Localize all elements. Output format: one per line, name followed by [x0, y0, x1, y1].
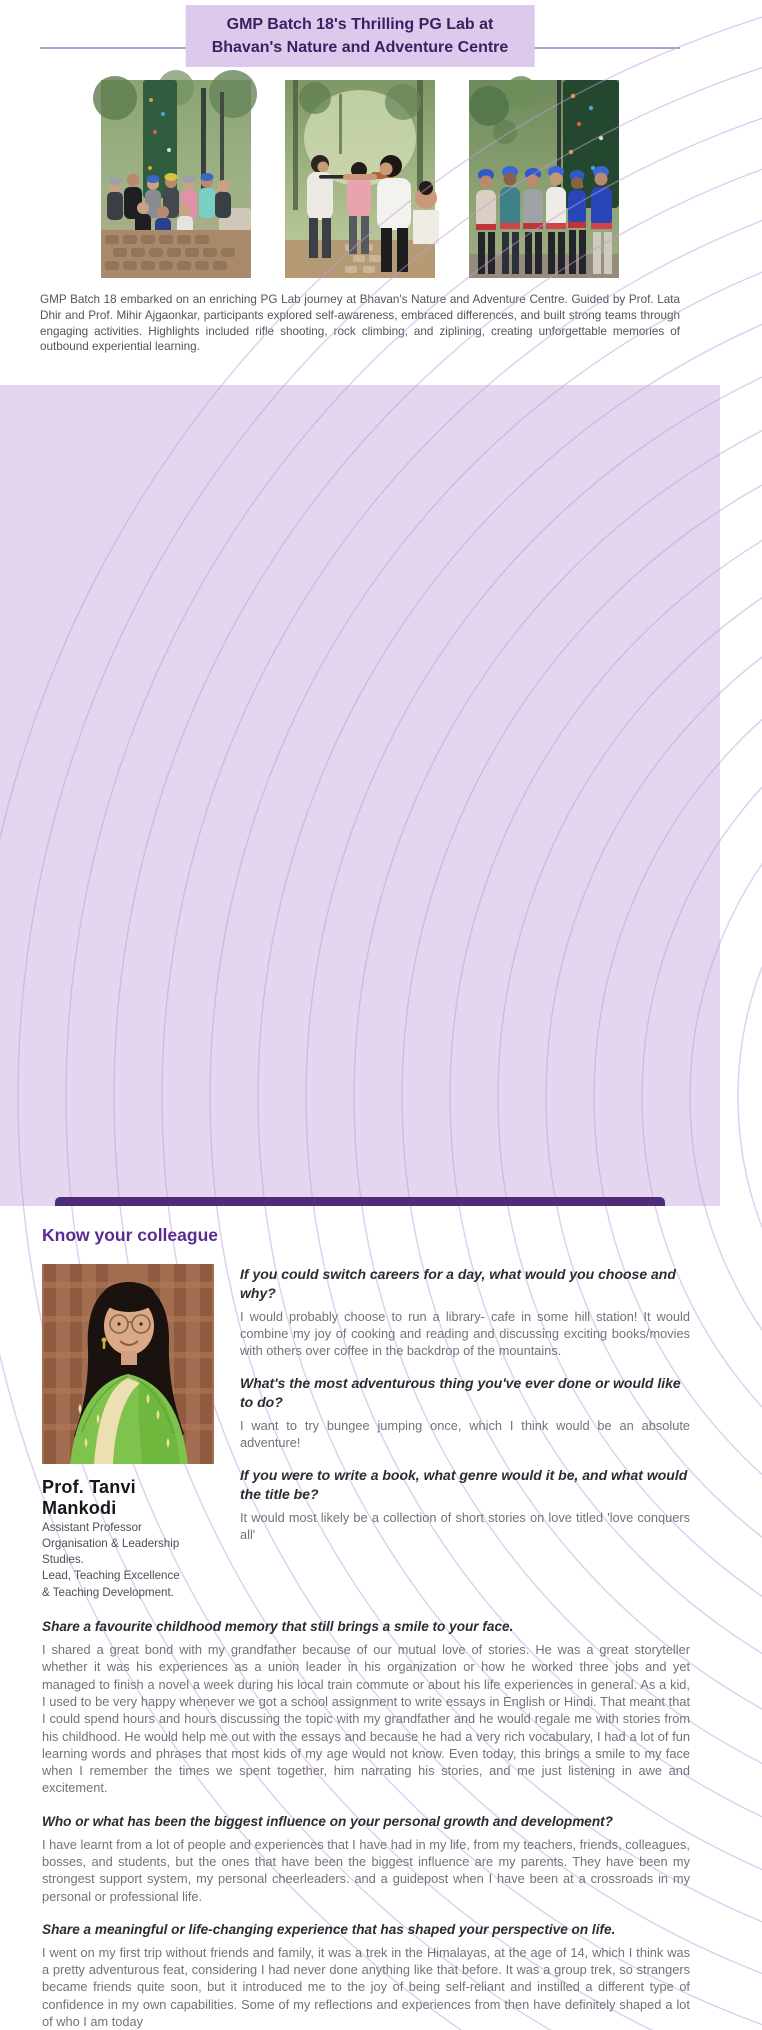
- photo-group-climbing-wall: [101, 80, 251, 278]
- profile-column: [42, 1264, 214, 1600]
- answer-text: I went on my first trip without friends and family, it was a trek in the Himalayas, at the age of 14, which I think was a pretty adventurous feat, considering I had never done anything like that before. It was a group trek, so strangers became friends quite soon, but it introduced me to the joy of being self-reliant and instilled a different type of confidence in my own capabilities. Some of my reflections and experiences from then have definitely shaped a lot of who I am today: [42, 1944, 690, 2030]
- profile-title-line: Assistant Professor: [42, 1521, 142, 1534]
- page-title-line1: GMP Batch 18's Thrilling PG Lab at: [226, 16, 494, 33]
- profile-name: Prof. Tanvi Mankodi: [42, 1477, 136, 1518]
- page-title-line2: Bhavan's Nature and Adventure Centre: [211, 39, 509, 56]
- answer-text: I would probably choose to run a library- cafe in some hill station! It would combine my joy of cooking and reading and discussing exciting books/movies with others over coffee in the backdrop of the mountains.: [240, 1309, 690, 1358]
- answer-text: I have learnt from a lot of people and experiences that I have had in my life, from my teachers, friends, colleagues, bosses, and students, but the ones that have been the biggest influence are my parents. They have been my strongest support system, my personal cheerleaders. and a guidepost when I have been at a crossroads in my personal or professional life.: [42, 1836, 690, 1904]
- answer-text: I shared a great bond with my grandfather because of our mutual love of stories. He was a great storyteller whether it was his experiences as a union leader in his organization or how he worked three jobs and yet managed to finish a novel a week during his local train commute or about his life experiences in general. As a kid, I used to be very happy whenever we got a school assignment to write essays in English or Hindi. That meant that I could spend hours and hours discussing the topic with my grandfather and he would regale me with stories from his childhood. He would help me out with the essays and because he had a very rich vocabulary, I had a lot of fun learning words and phrases that most kids of my age would not know. Even today, this brings a smile to my face when I remember the times we spent together, him narrating his stories, and me just listening in awe and excitement.: [42, 1642, 690, 1796]
- qa-block: [240, 1374, 690, 1451]
- profile-title-line: & Teaching Development.: [42, 1585, 174, 1599]
- question-text: If you were to write a book, what genre would it be, and what would the title be?: [240, 1467, 688, 1502]
- qa-block: [42, 1617, 690, 1797]
- header: [0, 0, 720, 74]
- photo-harness-group: [469, 80, 619, 278]
- photo-rifle-shooting: [285, 80, 435, 278]
- profile-title-line: Organisation & Leadership Studies.: [42, 1537, 180, 1566]
- profile-photo: [42, 1264, 214, 1464]
- know-your-colleague-section: [0, 385, 720, 2030]
- qa-full-width: [42, 1617, 690, 2030]
- intro-paragraph: GMP Batch 18 embarked on an enriching PG Lab journey at Bhavan's Nature and Adventure Centre. Guided by Prof. Lata Dhir and Prof. Mihir Ajgaonkar, participants explored self-awareness, embraced differences, and built strong teams through engaging activities. Highlights included rifle shooting, rock climbing, and ziplining, creating unforgettable memories of outbound experiential learning.: [40, 293, 680, 354]
- page-title: [186, 5, 535, 67]
- qa-column: [240, 1264, 690, 1600]
- question-text: Share a favourite childhood memory that still brings a smile to your face.: [42, 1619, 514, 1635]
- footer-bar: [55, 1197, 665, 1206]
- qa-block: [240, 1466, 690, 1543]
- qa-block: [42, 1920, 690, 2030]
- profile-title-line: Lead, Teaching Excellence: [42, 1569, 180, 1583]
- question-text: If you could switch careers for a day, what would you choose and why?: [240, 1266, 676, 1301]
- question-text: What's the most adventurous thing you've ever done or would like to do?: [240, 1375, 681, 1410]
- photo-row: [0, 80, 720, 278]
- section-heading: Know your colleague: [42, 1225, 218, 1245]
- pg-lab-section: [0, 0, 720, 355]
- answer-text: It would most likely be a collection of short stories on love titled 'love conquers all': [240, 1510, 690, 1542]
- question-text: Share a meaningful or life-changing experience that has shaped your perspective on life.: [42, 1921, 616, 1937]
- qa-block: [42, 1812, 690, 1905]
- decorative-arcs: [42, 397, 762, 1218]
- answer-text: I want to try bungee jumping once, which I think would be an absolute adventure!: [240, 1418, 690, 1450]
- qa-block: [240, 1265, 690, 1359]
- question-text: Who or what has been the biggest influence on your personal growth and development?: [42, 1813, 613, 1829]
